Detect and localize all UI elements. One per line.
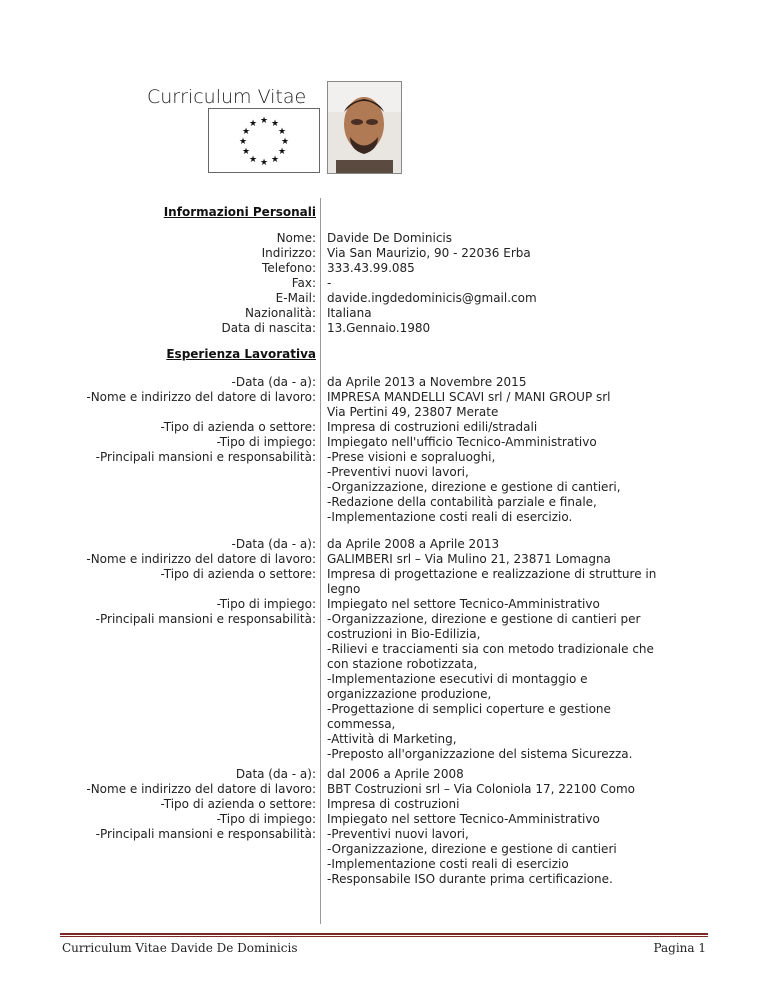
job1-value-line: Impresa di costruzioni edili/stradali [327, 420, 538, 434]
value-address: Via San Maurizio, 90 - 22036 Erba [327, 246, 531, 260]
svg-text:★: ★ [248, 155, 258, 165]
job1-value-line: da Aprile 2013 a Novembre 2015 [327, 375, 527, 389]
job2-value-line: GALIMBERI srl – Via Mulino 21, 23871 Lomagna [327, 552, 611, 566]
svg-text:★: ★ [238, 137, 248, 147]
job1-value-line: -Prese visioni e sopraluoghi, [327, 450, 496, 464]
job3-label-duties: -Principali mansioni e responsabilità: [95, 827, 316, 841]
personal-values [327, 231, 672, 336]
section-personal-info-heading: Informazioni Personali [163, 205, 316, 219]
footer-rule-thin [60, 936, 708, 937]
job3-label-sector: -Tipo di azienda o settore: [160, 797, 316, 811]
job3-value-line: Impresa di costruzioni [327, 797, 460, 811]
eu-flag-logo [208, 108, 320, 173]
job2-label-employer: -Nome e indirizzo del datore di lavoro: [86, 552, 316, 566]
job2-value-line: organizzazione produzione, [327, 687, 492, 701]
job2-value-line: -Rilievi e tracciamenti sia con metodo tradizionale che [327, 642, 654, 656]
svg-text:★: ★ [259, 158, 269, 168]
job1-value-line: -Organizzazione, direzione e gestione di cantieri, [327, 480, 621, 494]
job2-value-line: -Attività di Marketing, [327, 732, 457, 746]
value-email[interactable]: davide.ingdedominicis@gmail.com [327, 291, 537, 305]
label-name: Nome: [276, 231, 316, 245]
job1-labels [86, 375, 316, 465]
job3-value-line: Impiegato nel settore Tecnico-Amministrativo [327, 812, 600, 826]
job1-label-role: -Tipo di impiego: [216, 435, 316, 449]
label-birthdate: Data di nascita: [221, 321, 316, 335]
job3-label-role: -Tipo di impiego: [216, 812, 316, 826]
svg-text:★: ★ [280, 137, 290, 147]
job2-value-line: legno [327, 582, 361, 596]
job1-label-employer: -Nome e indirizzo del datore di lavoro: [86, 390, 316, 404]
job2-value-line: Impresa di progettazione e realizzazione di strutture in [327, 567, 657, 581]
job2-value-line: -Implementazione esecutivi di montaggio e [327, 672, 588, 686]
job2-value-line: costruzioni in Bio-Edilizia, [327, 627, 481, 641]
svg-text:★: ★ [270, 119, 280, 129]
value-fax: - [327, 276, 332, 290]
value-phone: 333.43.99.085 [327, 261, 415, 275]
footer-document-name: Curriculum Vitae Davide De Dominicis [62, 941, 298, 955]
job1-value-line: -Redazione della contabilità parziale e finale, [327, 495, 597, 509]
job3-values [327, 767, 672, 887]
job2-label-duties: -Principali mansioni e responsabilità: [95, 612, 316, 626]
job1-label-duties: -Principali mansioni e responsabilità: [95, 450, 316, 464]
job3-value-line: -Organizzazione, direzione e gestione di cantieri [327, 842, 617, 856]
svg-text:★: ★ [241, 147, 251, 157]
job1-value-line: IMPRESA MANDELLI SCAVI srl / MANI GROUP srl [327, 390, 611, 404]
job3-labels [86, 767, 316, 842]
job2-value-line: commessa, [327, 717, 396, 731]
section-experience-heading: Esperienza Lavorativa [166, 347, 316, 361]
svg-text:★: ★ [277, 127, 287, 137]
job3-label-employer: -Nome e indirizzo del datore di lavoro: [86, 782, 316, 796]
job2-label-date: -Data (da - a): [231, 537, 316, 551]
job1-value-line: -Implementazione costi reali di esercizio. [327, 510, 573, 524]
label-address: Indirizzo: [261, 246, 316, 260]
job2-value-line: Impiegato nel settore Tecnico-Amministrativo [327, 597, 600, 611]
job1-value-line: Impiegato nell'ufficio Tecnico-Amministrativo [327, 435, 597, 449]
job2-label-role: -Tipo di impiego: [216, 597, 316, 611]
job3-value-line: -Implementazione costi reali di esercizio [327, 857, 569, 871]
page-title: Curriculum Vitae [147, 86, 307, 108]
job1-value-line: Via Pertini 49, 23807 Merate [327, 405, 499, 419]
label-email: E-Mail: [275, 291, 316, 305]
label-phone: Telefono: [262, 261, 316, 275]
svg-text:★: ★ [248, 119, 258, 129]
job2-value-line: -Progettazione di semplici coperture e gestione [327, 702, 611, 716]
value-nationality: Italiana [327, 306, 372, 320]
svg-text:★: ★ [270, 155, 280, 165]
job3-value-line: -Responsabile ISO durante prima certificazione. [327, 872, 613, 886]
job2-value-line: con stazione robotizzata, [327, 657, 478, 671]
label-nationality: Nazionalità: [244, 306, 316, 320]
job2-value-line: da Aprile 2008 a Aprile 2013 [327, 537, 500, 551]
svg-text:★: ★ [277, 147, 287, 157]
label-fax: Fax: [291, 276, 316, 290]
column-divider [320, 198, 321, 924]
job2-values [327, 537, 672, 762]
job1-label-date: -Data (da - a): [231, 375, 316, 389]
eu-stars-icon [209, 109, 319, 172]
job3-value-line: dal 2006 a Aprile 2008 [327, 767, 464, 781]
value-name: Davide De Dominicis [327, 231, 453, 245]
job3-value-line: BBT Costruzioni srl – Via Coloniola 17, 22100 Como [327, 782, 635, 796]
job1-value-line: -Preventivi nuovi lavori, [327, 465, 469, 479]
footer-page-number: Pagina 1 [653, 941, 706, 955]
job1-values [327, 375, 672, 525]
job1-label-sector: -Tipo di azienda o settore: [160, 420, 316, 434]
svg-text:★: ★ [259, 116, 269, 126]
job3-label-date: Data (da - a): [235, 767, 316, 781]
job3-value-line: -Preventivi nuovi lavori, [327, 827, 469, 841]
job2-labels [86, 537, 316, 627]
job2-value-line: -Preposto all'organizzazione del sistema Sicurezza. [327, 747, 633, 761]
value-birthdate: 13.Gennaio.1980 [327, 321, 431, 335]
footer-rule [60, 933, 708, 935]
profile-photo [327, 81, 402, 174]
svg-text:★: ★ [241, 127, 251, 137]
personal-labels [222, 231, 316, 336]
job2-label-sector: -Tipo di azienda o settore: [160, 567, 316, 581]
job2-value-line: -Organizzazione, direzione e gestione di cantieri per [327, 612, 641, 626]
